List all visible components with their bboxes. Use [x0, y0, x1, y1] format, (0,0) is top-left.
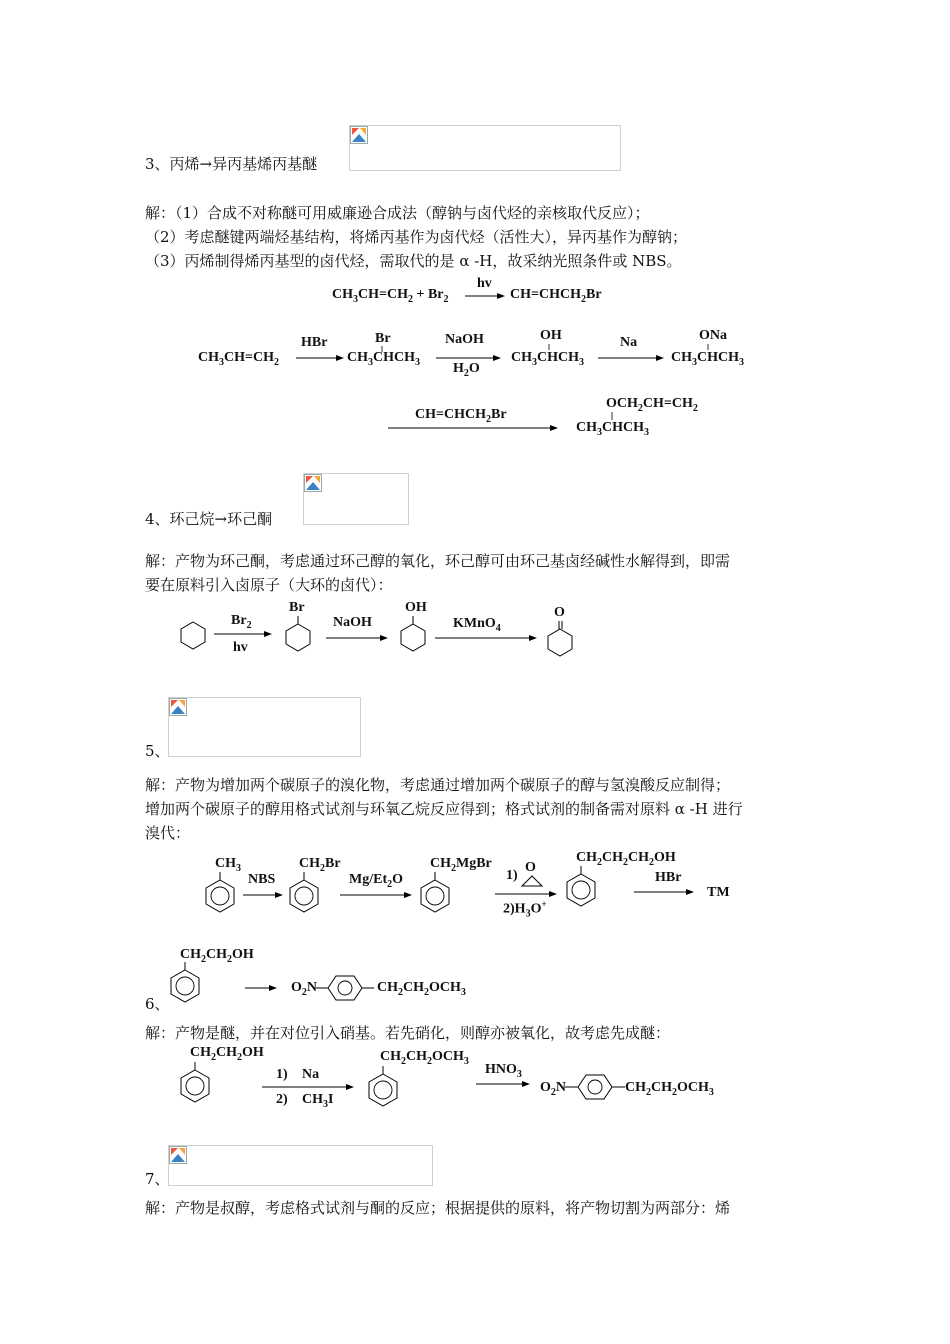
c5-epoxide-o: O [525, 860, 536, 875]
r2-reagent-na: Na [620, 335, 638, 350]
c6-header-start: $CH_2CH_2OH$ [180, 947, 254, 965]
c6-reagent-hno3: $HNO_3$ [485, 1062, 522, 1080]
item-3-solution-line-2: （2）考虑醚键两端烃基结构，将烯丙基作为卤代烃（活性大），异丙基作为醇钠； [145, 228, 688, 246]
c4-arrow-1 [214, 631, 272, 637]
c5-tm: TM [707, 885, 730, 900]
c4-reagent-br2: $Br_2$ [231, 613, 252, 631]
c5-ch2br: $CH_2Br$ [299, 856, 341, 874]
phenylethanol-ring-header [168, 962, 202, 1004]
r3-arrow [388, 425, 558, 431]
item-5-solution-line-3: 溴代： [145, 824, 191, 842]
propanol-ring [564, 866, 598, 908]
c5-reagent-nbs: NBS [248, 872, 276, 887]
c4-o-label: O [554, 605, 565, 620]
item-4-image-placeholder [303, 473, 409, 525]
c6-start: $CH_2CH_2OH$ [190, 1045, 264, 1063]
broken-image-icon [304, 474, 322, 492]
c6-step-2: 2) [276, 1092, 288, 1107]
c6-product-chain: $CH_2CH_2OCH_3$ [625, 1080, 714, 1098]
item-7-image-placeholder [168, 1145, 433, 1186]
c6-o2n: $O_2N$ [540, 1080, 567, 1098]
r2-alcohol: $CH_3CHCH_3$ [511, 350, 584, 368]
c5-step-1: 1) [506, 868, 518, 883]
c6-reagent-na: Na [302, 1067, 320, 1082]
c5-reagent-mg: $Mg/Et_2O$ [349, 872, 403, 890]
r2-br-label: Br [375, 331, 391, 346]
c6-reagent-ch3i: $CH_3I$ [302, 1092, 334, 1110]
item-4-solution-line-1: 解：产物为环己酮，考虑通过环己醇的氧化，环己醇可由环己基卤经碱性水解得到，即需 [145, 552, 731, 570]
item-6-label: 6、 [145, 995, 170, 1013]
r3-reagent: $CH=CHCH_2Br$ [415, 407, 507, 425]
nitro-ring [565, 1073, 627, 1103]
r2-oh-label: OH [540, 328, 562, 343]
c5-ch2mgbr: $CH_2MgBr$ [430, 856, 492, 874]
item-3-label: 3、丙烯→异丙基烯丙基醚 [145, 155, 318, 173]
broken-image-icon [169, 698, 187, 716]
c6-arrow-1 [262, 1084, 354, 1090]
r2-propene: $CH_3CH=CH_2$ [198, 350, 279, 368]
c6-header-arrow [245, 985, 277, 991]
item-5-solution-line-1: 解：产物为增加两个碳原子的溴化物，考虑通过增加两个碳原子的醇与氢溴酸反应制得； [145, 776, 731, 794]
c6-header-chain: $CH_2CH_2OCH_3$ [377, 980, 466, 998]
c6-step-1: 1) [276, 1067, 288, 1082]
c4-br-label: Br [289, 600, 305, 615]
r2-alkoxide: $CH_3CHCH_3$ [671, 350, 744, 368]
phenylethanol-ring [178, 1062, 212, 1104]
item-4-label: 4、环己烷→环己酮 [145, 510, 273, 528]
c5-reagent-hbr: HBr [655, 870, 682, 885]
r1-product: $CH=CHCH_2Br$ [510, 287, 602, 305]
c5-arrow-3 [495, 891, 557, 897]
item-7-solution-line-1: 解：产物是叔醇，考虑格式试剂与酮的反应；根据提供的原料，将产物切割为两部分：烯 [145, 1199, 731, 1217]
c5-arrow-2 [340, 892, 412, 898]
c4-arrow-3 [435, 635, 537, 641]
nitro-ring-header [316, 974, 376, 1004]
r1-reactants: $CH_3CH=CH_2 + Br_2$ [332, 287, 449, 305]
r2-arrow-3 [598, 355, 664, 361]
grignard-ring [418, 872, 452, 914]
benzyl-bromide-ring [287, 872, 321, 914]
cyclohexanone-ring [545, 619, 575, 659]
r2-reagent-water: $H_2O$ [453, 361, 480, 379]
cyclohexane-ring [178, 620, 208, 650]
r2-bromide: $CH_3CHCH_3$ [347, 350, 420, 368]
c6-header-o2n: $O_2N$ [291, 980, 318, 998]
r2-arrow-1 [296, 355, 344, 361]
toluene-ring [203, 872, 237, 914]
r2-reagent-hbr: HBr [301, 335, 328, 350]
c4-oh-label: OH [405, 600, 427, 615]
item-5-image-placeholder [168, 697, 361, 757]
ether-ring [366, 1066, 400, 1108]
r2-ona-label: ONa [699, 328, 727, 343]
r3-bond [611, 412, 613, 420]
cyclohexanol-ring [398, 614, 428, 654]
c4-condition-hv: hv [233, 640, 248, 655]
item-3-solution-line-3: （3）丙烯制得烯丙基型的卤代烃，需取代的是 α -H，故采纳光照条件或 NBS。 [145, 252, 682, 270]
item-5-solution-line-2: 增加两个碳原子的醇用格式试剂与环氧乙烷反应得到；格式试剂的制备需对原料 α -H 进行 [145, 800, 743, 818]
item-4-solution-line-2: 要在原料引入卤原子（大环的卤代）： [145, 576, 393, 594]
item-5-label: 5、 [145, 742, 170, 760]
c4-reagent-naoh: NaOH [333, 615, 372, 630]
c5-step-2: $2)H_3O^+$ [503, 899, 547, 920]
epoxide-triangle [521, 875, 543, 887]
broken-image-icon [169, 1146, 187, 1164]
r2-reagent-naoh: NaOH [445, 332, 484, 347]
c5-arrow-4 [634, 889, 694, 895]
item-6-solution-line-1: 解：产物是醚，并在对位引入硝基。若先硝化，则醇亦被氧化，故考虑先成醚： [145, 1024, 671, 1042]
item-3-image-placeholder [349, 125, 621, 171]
item-3-solution-line-1: 解：（1）合成不对称醚可用威廉逊合成法（醇钠与卤代烃的亲核取代反应）； [145, 204, 650, 222]
r1-condition-hv: hv [477, 276, 492, 291]
r1-arrow [465, 293, 505, 299]
r3-product-bottom: $CH_3CHCH_3$ [576, 420, 649, 438]
c4-arrow-2 [326, 635, 388, 641]
broken-image-icon [350, 126, 368, 144]
c4-reagent-kmno4: KMnO$_4$ [453, 616, 501, 634]
item-7-label: 7、 [145, 1170, 170, 1188]
c5-ch3: $CH_3$ [215, 856, 241, 874]
bromocyclohexane-ring [283, 614, 313, 654]
c6-ether: $CH_2CH_2OCH_3$ [380, 1049, 469, 1067]
c5-arrow-1 [243, 892, 283, 898]
c5-product-chain: $CH_2CH_2CH_2OH$ [576, 850, 676, 868]
c6-arrow-2 [476, 1081, 530, 1087]
r3-product-top: $OCH_2CH=CH_2$ [606, 396, 698, 414]
